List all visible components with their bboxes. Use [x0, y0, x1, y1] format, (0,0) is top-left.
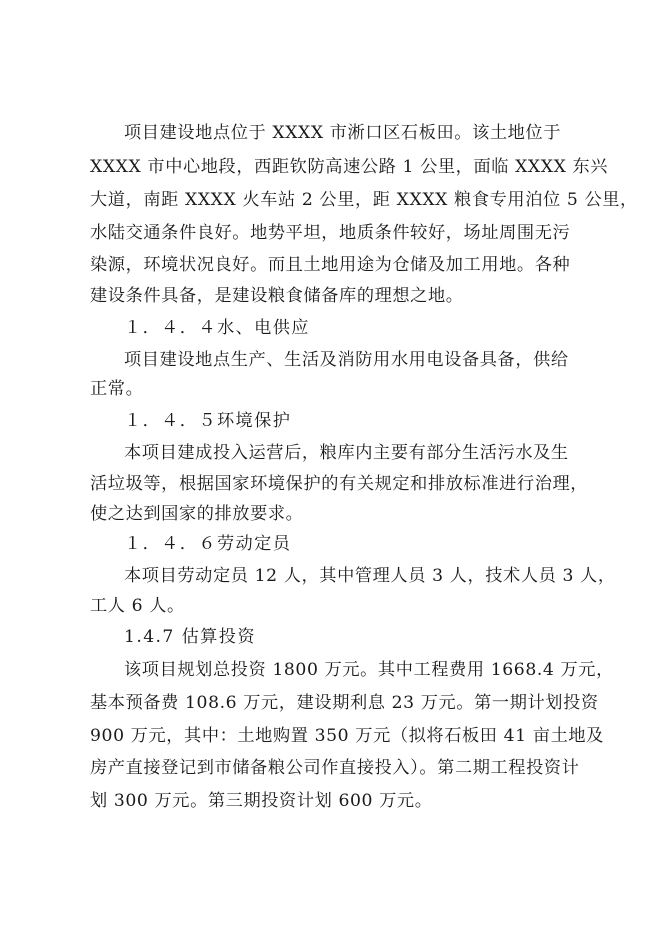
paragraph-investment-line-3: 900 万元，其中：土地购置 350 万元（拟将石板田 41 亩土地及 [90, 726, 604, 746]
paragraph-environment-line-1: 本项目建成投入运营后，粮库内主要有部分生活污水及生 [124, 443, 569, 463]
section-heading-staffing: １．４．６劳动定员 [124, 534, 292, 554]
paragraph-location-line-5: 染源，环境状况良好。而且土地用途为仓储及加工用地。各种 [90, 255, 571, 275]
paragraph-location-line-3: 大道，南距 XXXX 火车站 2 公里，距 XXXX 粮食专用泊位 5 公里， [90, 190, 638, 210]
paragraph-investment-line-1: 该项目规划总投资 1800 万元。其中工程费用 1668.4 万元， [124, 660, 614, 680]
paragraph-investment-line-5: 划 300 万元。第三期投资计划 600 万元。 [90, 791, 433, 811]
section-heading-investment: 1.4.7 估算投资 [124, 627, 256, 647]
paragraph-environment-line-2: 活垃圾等，根据国家环境保护的有关规定和排放标准进行治理， [90, 474, 589, 494]
paragraph-investment-line-4: 房产直接登记到市储备粮公司作直接投入）。第二期工程投资计 [90, 758, 580, 778]
section-heading-water-power: １．４．４水、电供应 [124, 318, 310, 338]
paragraph-location-line-6: 建设条件具备，是建设粮食储备库的理想之地。 [90, 286, 464, 306]
paragraph-investment-line-2: 基本预备费 108.6 万元，建设期利息 23 万元。第一期计划投资 [90, 693, 599, 713]
paragraph-environment-line-3: 使之达到国家的排放要求。 [90, 504, 304, 524]
paragraph-staffing-line-1: 本项目劳动定员 12 人，其中管理人员 3 人，技术人员 3 人， [124, 566, 616, 586]
paragraph-utilities-line-1: 项目建设地点生产、生活及消防用水用电设备具备，供给 [124, 350, 569, 370]
paragraph-staffing-line-2: 工人 6 人。 [90, 596, 185, 616]
paragraph-utilities-line-2: 正常。 [90, 379, 144, 399]
section-heading-environment: １．４．５环境保护 [124, 411, 292, 431]
paragraph-location-line-4: 水陆交通条件良好。地势平坦，地质条件较好，场址周围无污 [90, 223, 571, 243]
paragraph-location-line-1: 项目建设地点位于 XXXX 市淅口区石板田。该土地位于 [124, 123, 562, 143]
paragraph-location-line-2: XXXX 市中心地段，西距钦防高速公路 1 公里，面临 XXXX 东兴 [90, 157, 609, 177]
